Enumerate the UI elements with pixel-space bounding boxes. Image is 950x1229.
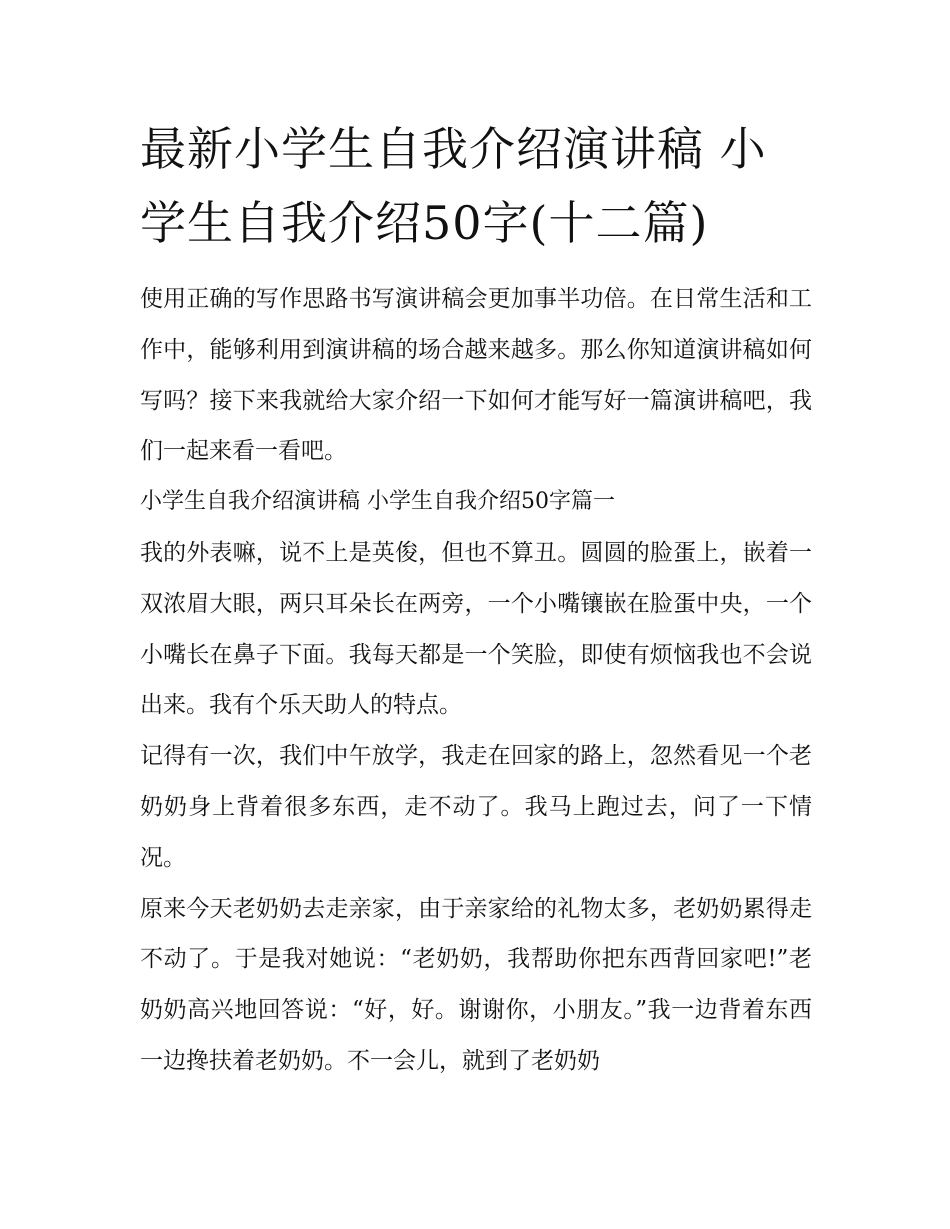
section-heading: 小学生自我介绍演讲稿 小学生自我介绍50字篇一 xyxy=(140,489,615,515)
document-title: 最新小学生自我介绍演讲稿 小学生自我介绍50字(十二篇) xyxy=(140,122,767,250)
body-paragraph: 我的外表嘛，说不上是英俊，但也不算丑。圆圆的脸蛋上，嵌着一双浓眉大眼，两只耳朵长在两旁，一个小嘴镶嵌在脸蛋中央，一个小嘴长在鼻子下面。我每天都是一个笑脸，即使有烦恼我也不会说出来。我有个乐天助人的特点。 xyxy=(140,539,812,719)
body-paragraph: 原来今天老奶奶去走亲家，由于亲家给的礼物太多，老奶奶累得走不动了。于是我对她说：“老奶奶，我帮助你把东西背回家吧!”老奶奶高兴地回答说：“好，好。谢谢你，小朋友。”我一边背着东西一边搀扶着老奶奶。不一会儿，就到了老奶奶 xyxy=(140,895,812,1074)
document-body xyxy=(140,112,812,1087)
body-paragraph: 记得有一次，我们中午放学，我走在回家的路上，忽然看见一个老奶奶身上背着很多东西，走不动了。我马上跑过去，问了一下情况。 xyxy=(140,743,812,871)
intro-paragraph: 使用正确的写作思路书写演讲稿会更加事半功倍。在日常生活和工作中，能够利用到演讲稿的场合越来越多。那么你知道演讲稿如何写吗？接下来我就给大家介绍一下如何才能写好一篇演讲稿吧，我们一起来看一看吧。 xyxy=(140,286,812,465)
